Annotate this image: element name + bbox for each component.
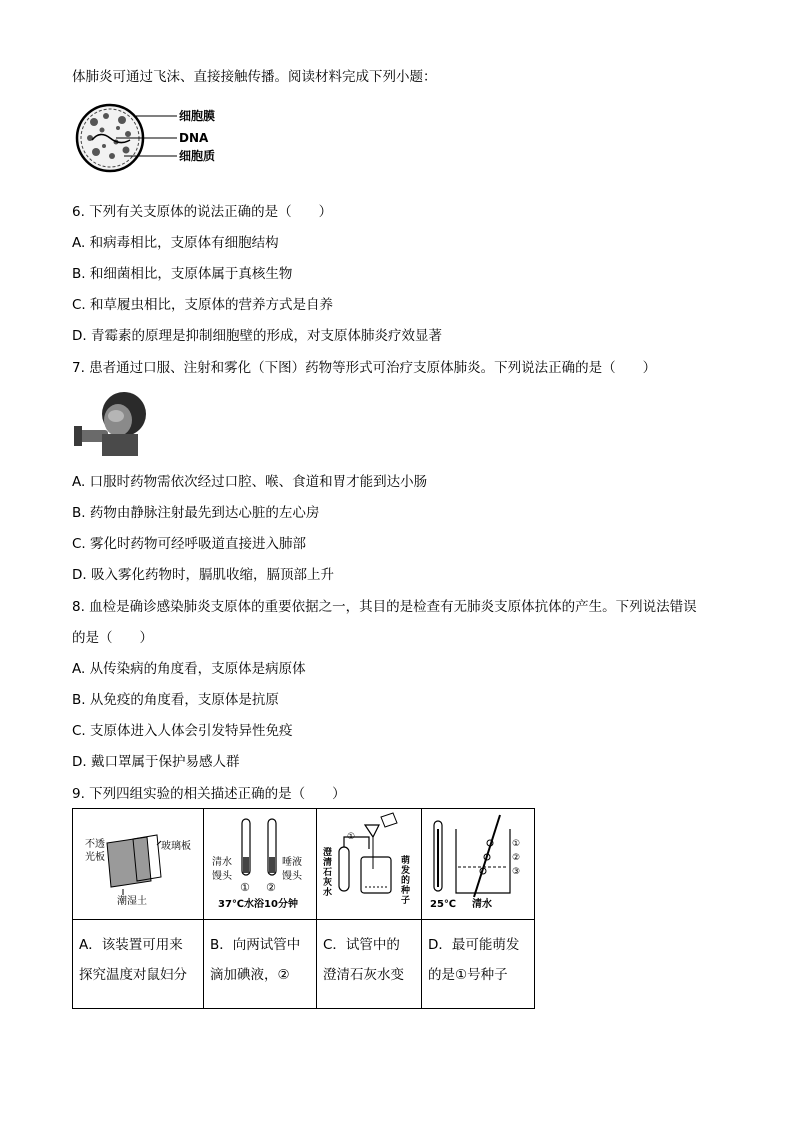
label-dna: DNA [179, 131, 209, 145]
fig-c-left-char: 清 [323, 858, 333, 868]
q9-option-a [73, 920, 204, 1009]
fig-d-mark-1: ① [512, 839, 521, 849]
fig-d-water: 清水 [472, 899, 492, 910]
q9-figure-a [73, 809, 204, 920]
q9-option-c [317, 920, 422, 1009]
fig-b-caption: 37℃水浴10分钟 [218, 899, 298, 910]
q8-stem-line1: 8. 血检是确诊感染肺炎支原体的重要依据之一，其目的是检查有无肺炎支原体抗体的产生。下列说法错误 [72, 599, 697, 615]
fig-a-label-soil: 潮湿土 [117, 896, 147, 907]
q7-option-b: B. 药物由静脉注射最先到达心脏的左心房 [72, 505, 320, 521]
q9-option-b-line1: B．向两试管中 [210, 937, 301, 953]
fig-b-label-bread-2: 馒头 [282, 871, 302, 882]
q8-option-b: B. 从免疫的角度看，支原体是抗原 [72, 692, 279, 708]
fig-c-right-char: 的 [401, 876, 411, 886]
fig-d-mark-2: ② [512, 853, 521, 863]
q9-option-a-line2: 探究温度对鼠妇分 [79, 967, 187, 983]
q6-option-d: D. 青霉素的原理是抑制细胞壁的形成，对支原体肺炎疗效显著 [72, 328, 442, 344]
q6-stem: 6. 下列有关支原体的说法正确的是（ ） [72, 204, 333, 220]
q6-option-c: C. 和草履虫相比，支原体的营养方式是自养 [72, 297, 334, 313]
q7-stem: 7. 患者通过口服、注射和雾化（下图）药物等形式可治疗支原体肺炎。下列说法正确的是（ ） [72, 360, 657, 376]
q9-option-d [422, 920, 535, 1009]
fig-b-tube-2: ② [266, 881, 276, 894]
q9-option-c-line1: C．试管中的 [323, 937, 400, 953]
fig-d-mark-3: ③ [512, 867, 521, 877]
intro-text: 体肺炎可通过飞沫、直接接触传播。阅读材料完成下列小题： [72, 69, 437, 85]
fig-c-right-char: 种 [401, 886, 411, 896]
q9-option-b [204, 920, 317, 1009]
fig-b-label-water: 清水 [212, 857, 232, 868]
label-cytoplasm: 细胞质 [179, 149, 216, 163]
fig-b-tube-1: ① [240, 881, 250, 894]
fig-c-mark: ① [347, 832, 356, 842]
q6-option-b: B. 和细菌相比，支原体属于真核生物 [72, 266, 293, 282]
fig-c-left-char: 水 [323, 888, 333, 898]
q8-option-c: C. 支原体进入人体会引发特异性免疫 [72, 723, 293, 739]
q9-option-d-line2: 的是①号种子 [428, 967, 508, 983]
q8-option-d: D. 戴口罩属于保护易感人群 [72, 754, 240, 770]
fig-d-temp: 25℃ [430, 899, 457, 910]
q7-option-d: D. 吸入雾化药物时，膈肌收缩，膈顶部上升 [72, 567, 334, 583]
q9-experiment-table [72, 808, 535, 1009]
fig-c-right-char: 萌 [401, 856, 411, 866]
fig-c-left-char: 灰 [323, 878, 333, 888]
q9-option-a-line1: A．该装置可用来 [79, 937, 183, 953]
q7-option-a: A. 口服时药物需依次经过口腔、喉、食道和胃才能到达小肠 [72, 474, 428, 490]
q9-figure-c [317, 809, 422, 920]
nebulizer-photo [72, 390, 152, 460]
fig-c-left-char: 澄 [323, 848, 333, 858]
fig-b-label-saliva: 唾液 [282, 857, 302, 868]
mycoplasma-figure [72, 100, 252, 180]
fig-a-label-opaque-top: 不透 [85, 839, 105, 850]
q7-option-c: C. 雾化时药物可经呼吸道直接进入肺部 [72, 536, 307, 552]
q9-option-d-line1: D．最可能萌发 [428, 937, 520, 953]
label-membrane: 细胞膜 [179, 109, 216, 123]
q9-figure-d [422, 809, 535, 920]
q8-option-a: A. 从传染病的角度看，支原体是病原体 [72, 661, 306, 677]
q9-stem: 9. 下列四组实验的相关描述正确的是（ ） [72, 786, 346, 802]
fig-a-label-opaque-bottom: 光板 [85, 852, 105, 863]
fig-a-label-glass: 玻璃板 [161, 841, 191, 852]
q6-option-a: A. 和病毒相比，支原体有细胞结构 [72, 235, 279, 251]
fig-b-label-bread-1: 馒头 [212, 871, 232, 882]
fig-c-right-char: 子 [401, 896, 411, 906]
q8-stem-line2: 的是（ ） [72, 630, 153, 646]
q9-option-b-line2: 滴加碘液，② [210, 967, 290, 983]
q9-option-c-line2: 澄清石灰水变 [323, 967, 404, 983]
fig-c-right-char: 发 [401, 866, 411, 876]
q9-figure-b [204, 809, 317, 920]
fig-c-left-char: 石 [323, 868, 333, 878]
